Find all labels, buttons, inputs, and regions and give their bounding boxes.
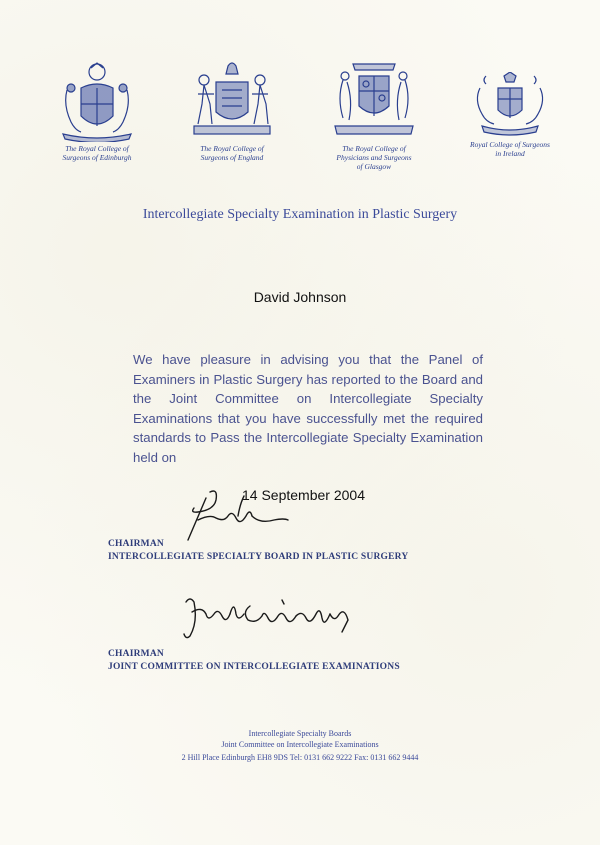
crest-caption: The Royal College of — [200, 144, 264, 153]
chairman-signature-1 — [170, 486, 300, 542]
crest-caption: Surgeons of Edinburgh — [62, 153, 132, 162]
body-paragraph: We have pleasure in advising you that the Panel of Examiners in Plastic Surgery has reported to the Board and the Joint Committee on Intercollegiate Specialty Examinations that you have successfully met the required standards to Pass the Intercollegiate Specialty Examination held on — [133, 352, 483, 465]
england-crest-icon — [186, 60, 278, 142]
edinburgh-crest-icon — [57, 60, 137, 142]
footer-line-1: Intercollegiate Specialty Boards — [248, 729, 352, 738]
footer-line-3: 2 Hill Place Edinburgh EH8 9DS Tel: 0131 662 9222 Fax: 0131 662 9444 — [181, 753, 419, 762]
signatory-1-block — [108, 538, 408, 564]
crest-caption: The Royal College of — [65, 144, 129, 153]
footer-line-2: Joint Committee on Intercollegiate Examinations — [221, 740, 379, 749]
ireland-crest-icon — [470, 72, 550, 138]
signatory-1-role: CHAIRMAN — [108, 539, 164, 549]
signatory-2-block — [108, 648, 400, 674]
exam-date: 14 September 2004 — [242, 487, 365, 503]
crest-caption: of Glasgow — [356, 162, 392, 171]
crest-caption: Physicians and Surgeons — [336, 153, 412, 162]
crest-caption: in Ireland — [495, 149, 525, 158]
crest-edinburgh — [37, 60, 157, 162]
crest-caption: Surgeons of England — [200, 153, 264, 162]
crest-glasgow — [314, 58, 434, 171]
signatory-2-role: CHAIRMAN — [108, 649, 164, 659]
glasgow-crest-icon — [329, 58, 419, 142]
signatory-1-org: INTERCOLLEGIATE SPECIALTY BOARD IN PLASTIC SURGERY — [108, 552, 409, 562]
candidate-name: David Johnson — [253, 289, 347, 305]
crest-ireland — [450, 72, 570, 158]
crest-caption: Royal College of Surgeons — [470, 140, 550, 149]
signatory-2-org: JOINT COMMITTEE ON INTERCOLLEGIATE EXAMINATIONS — [108, 662, 400, 672]
crest-england — [172, 60, 292, 162]
chairman-signature-2 — [172, 592, 372, 644]
crest-caption: The Royal College of — [342, 144, 406, 153]
certificate-title: Intercollegiate Specialty Examination in Plastic Surgery — [142, 207, 458, 222]
